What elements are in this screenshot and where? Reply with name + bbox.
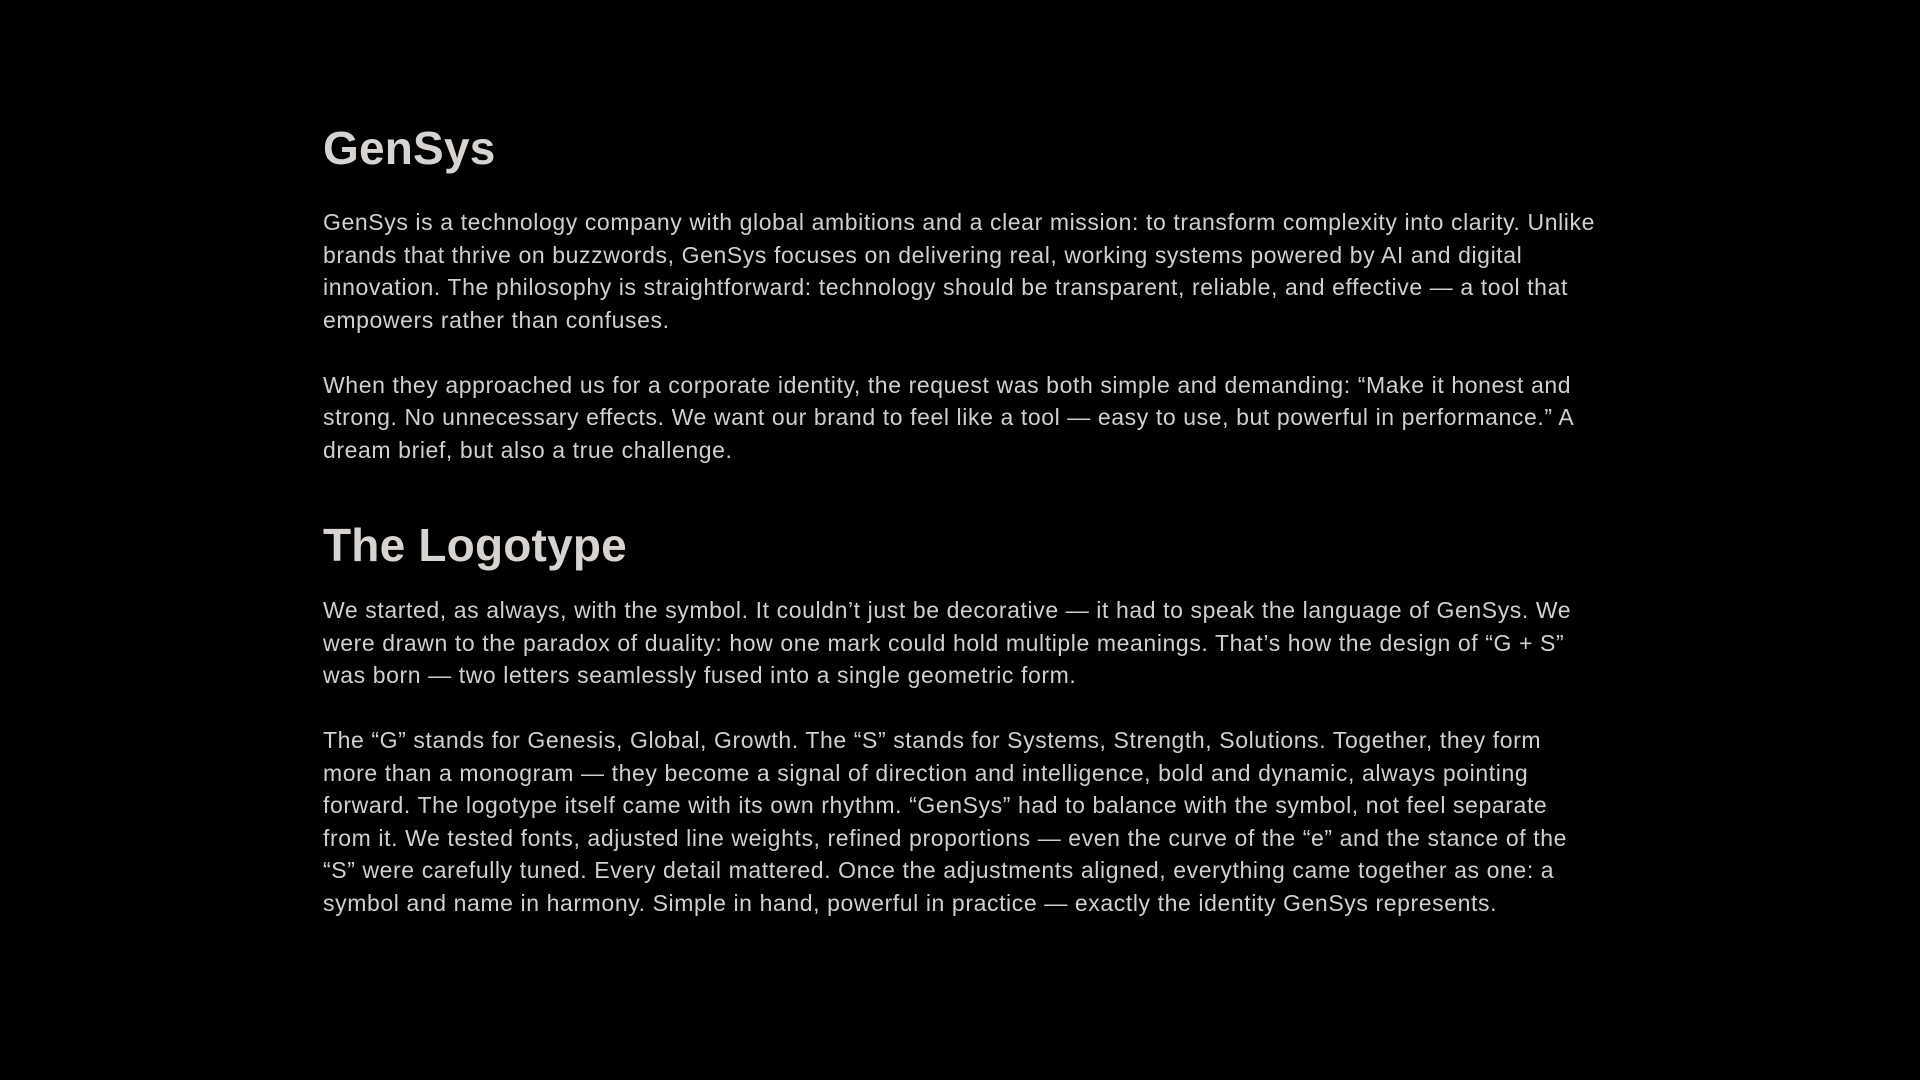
logotype-paragraph-1: We started, as always, with the symbol. It couldn’t just be decorative — it had to speak the language of GenSys. We were drawn to the paradox of duality: how one mark could hold multiple meanings. That’s how the design of “G + S” was born — two letters seamlessly fused into a single geometric form.	[323, 597, 1572, 688]
page-title: GenSys	[323, 122, 496, 174]
logotype-paragraph-2: The “G” stands for Genesis, Global, Growth. The “S” stands for Systems, Strength, Solutions. Together, they form more than a monogram — they become a signal of direction and intelligence, bold and dynamic, always pointing forward. The logotype itself came with its own rhythm. “GenSys” had to balance with the symbol, not feel separate from it. We tested fonts, adjusted line weights, refined proportions — even the curve of the “e” and the stance of the “S” were carefully tuned. Every detail mattered. Once the adjustments aligned, everything came together as one: a symbol and name in harmony. Simple in hand, powerful in practice — exactly the identity GenSys represents.	[323, 727, 1568, 916]
intro-paragraph-1: GenSys is a technology company with global ambitions and a clear mission: to transform complexity into clarity. Unlike brands that thrive on buzzwords, GenSys focuses on delivering real, working systems powered by AI and digital innovation. The philosophy is straightforward: technology should be transparent, reliable, and effective — a tool that empowers rather than confuses.	[323, 209, 1596, 333]
section-heading-logotype: The Logotype	[323, 519, 627, 571]
case-study-article	[323, 0, 1595, 952]
intro-paragraph-2: When they approached us for a corporate identity, the request was both simple and demanding: “Make it honest and strong. No unnecessary effects. We want our brand to feel like a tool — easy to use, but powerful in performance.” A dream brief, but also a true challenge.	[323, 371, 1574, 463]
